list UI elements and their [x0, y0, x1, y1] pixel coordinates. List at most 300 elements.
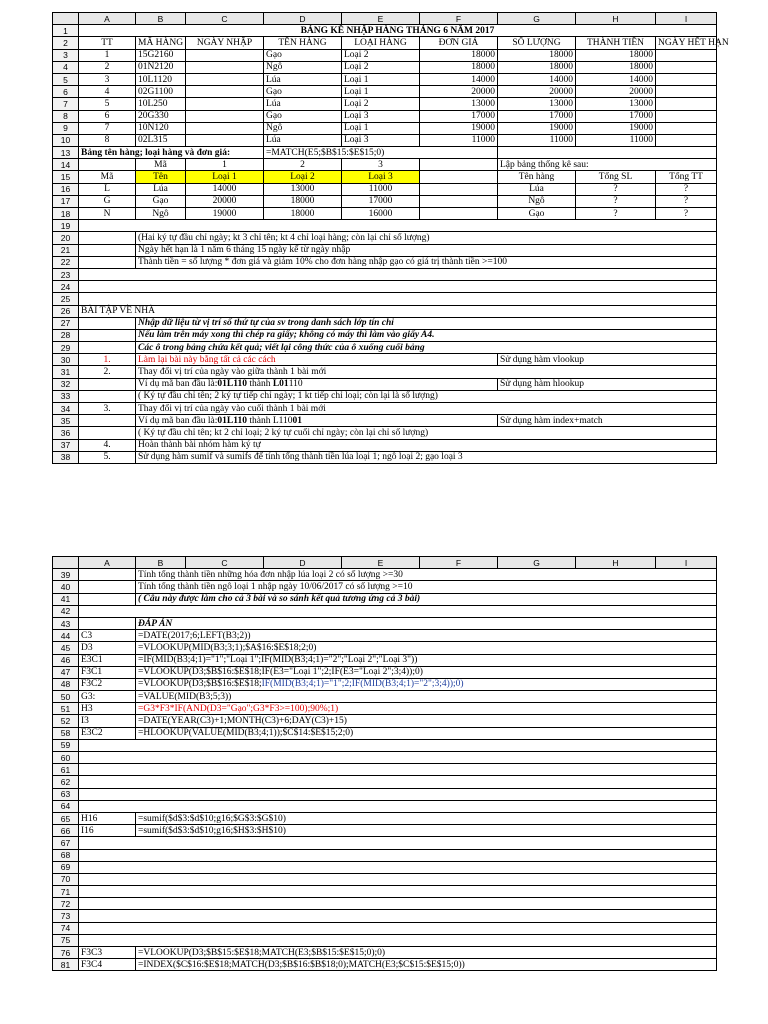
cell[interactable]: 1	[79, 49, 136, 61]
cell[interactable]: Gạo	[264, 110, 342, 122]
cell[interactable]: 17000	[498, 110, 576, 122]
cell[interactable]: 14000	[498, 73, 576, 85]
col-header-c[interactable]: C	[186, 557, 264, 569]
cell-ref[interactable]: C3	[79, 630, 136, 642]
cell[interactable]	[656, 73, 717, 85]
cell[interactable]: Loại 3	[342, 171, 420, 183]
cell[interactable]: 11000	[342, 183, 420, 195]
row-number[interactable]: 7	[53, 98, 79, 110]
formula[interactable]: =G3*F3*IF(AND(D3="Gạo";G3*F3>=100);90%;1)	[136, 703, 717, 715]
homework-line[interactable]: ( Câu này được làm cho cả 3 bài và so sánh kết quả tương ứng cả 3 bài)	[136, 593, 717, 605]
row-number[interactable]: 15	[53, 171, 79, 183]
row-number[interactable]: 1	[53, 25, 79, 37]
col-header-h[interactable]: H	[576, 557, 656, 569]
answers-title[interactable]: ĐÁP ÁN	[136, 617, 717, 629]
cell-ref[interactable]: G3:	[79, 691, 136, 703]
formula[interactable]: =HLOOKUP(VALUE(MID(B3;4;1));$C$14:$E$15;2;0)	[136, 727, 717, 739]
cell[interactable]	[79, 569, 136, 581]
cell[interactable]: G	[79, 195, 136, 207]
row-number[interactable]: 46	[53, 654, 79, 666]
cell-ref[interactable]: I16	[79, 825, 136, 837]
cell[interactable]: 4	[79, 86, 136, 98]
row-number[interactable]: 58	[53, 727, 79, 739]
cell[interactable]: Loại 1	[342, 73, 420, 85]
row-number[interactable]: 65	[53, 812, 79, 824]
cell[interactable]	[420, 195, 498, 207]
cell[interactable]: 14000	[186, 183, 264, 195]
cell[interactable]	[656, 61, 717, 73]
col-header-c[interactable]: C	[186, 13, 264, 25]
row-number[interactable]: 9	[53, 122, 79, 134]
cell[interactable]: 16000	[342, 208, 420, 220]
homework-line[interactable]: Nếu làm trên máy xong thì chép ra giấy; không có máy thì làm vào giấy A4.	[136, 329, 717, 341]
row-number[interactable]: 4	[53, 61, 79, 73]
cell[interactable]: Loại 2	[264, 171, 342, 183]
row-number[interactable]: 62	[53, 776, 79, 788]
row-number[interactable]: 81	[53, 959, 79, 971]
cell[interactable]	[79, 329, 136, 341]
cell[interactable]	[79, 849, 717, 861]
cell[interactable]: Loại 1	[342, 86, 420, 98]
cell[interactable]: 02L315	[136, 134, 186, 146]
note-line[interactable]: (Hai ký tự đầu chỉ ngày; kt 3 chỉ tên; kt 4 chỉ loại hàng; còn lại chỉ số lượng)	[136, 232, 717, 244]
cell-ref[interactable]: F3C2	[79, 678, 136, 690]
cell[interactable]: 19000	[498, 122, 576, 134]
row-number[interactable]: 3	[53, 49, 79, 61]
row-number[interactable]: 20	[53, 232, 79, 244]
row-number[interactable]: 41	[53, 593, 79, 605]
header-cell[interactable]: THÀNH TIỀN	[576, 37, 656, 49]
cell-ref[interactable]: H3	[79, 703, 136, 715]
cell[interactable]: Tổng SL	[576, 171, 656, 183]
cell[interactable]	[186, 86, 264, 98]
cell[interactable]	[79, 317, 136, 329]
cell[interactable]	[79, 739, 717, 751]
col-header-d[interactable]: D	[264, 13, 342, 25]
row-number[interactable]: 21	[53, 244, 79, 256]
row-number[interactable]: 52	[53, 715, 79, 727]
row-number[interactable]: 17	[53, 195, 79, 207]
homework-line[interactable]: Tính tổng thành tiền những hóa đơn nhập lúa loại 2 có số lượng >=30	[136, 569, 717, 581]
cell[interactable]: 3	[342, 159, 420, 171]
col-header-b[interactable]: B	[136, 557, 186, 569]
homework-line[interactable]: Các ô trong bảng chứa kết quả; viết lại công thức của ô xuống cuối bảng	[136, 342, 717, 354]
cell[interactable]: 8	[79, 134, 136, 146]
row-number[interactable]: 26	[53, 305, 79, 317]
header-cell[interactable]: NGÀY NHẬP	[186, 37, 264, 49]
cell[interactable]: 17000	[420, 110, 498, 122]
row-number[interactable]: 42	[53, 605, 79, 617]
cell[interactable]: 10N120	[136, 122, 186, 134]
cell[interactable]: Loại 1	[186, 171, 264, 183]
cell[interactable]: Gạo	[136, 195, 186, 207]
row-number[interactable]: 40	[53, 581, 79, 593]
cell[interactable]: 6	[79, 110, 136, 122]
cell[interactable]: 13000	[264, 183, 342, 195]
cell[interactable]: 13000	[498, 98, 576, 110]
cell[interactable]	[79, 232, 136, 244]
cell[interactable]: 18000	[264, 195, 342, 207]
col-header-b[interactable]: B	[136, 13, 186, 25]
header-cell[interactable]: NGÀY HẾT HẠN	[656, 37, 717, 49]
cell[interactable]: ?	[656, 195, 717, 207]
cell[interactable]	[79, 378, 136, 390]
cell[interactable]: Gạo	[264, 49, 342, 61]
header-cell[interactable]: SỐ LƯỢNG	[498, 37, 576, 49]
cell[interactable]: 10L1120	[136, 73, 186, 85]
cell[interactable]	[79, 427, 136, 439]
row-number[interactable]: 27	[53, 317, 79, 329]
homework-line[interactable]: Thay đổi vị trí của ngày vào cuối thành 1 bài mới	[136, 403, 717, 415]
row-number[interactable]: 48	[53, 678, 79, 690]
row-number[interactable]: 10	[53, 134, 79, 146]
row-number[interactable]: 59	[53, 739, 79, 751]
formula[interactable]: =DATE(YEAR(C3)+1;MONTH(C3)+6;DAY(C3)+15)	[136, 715, 717, 727]
col-header-d[interactable]: D	[264, 557, 342, 569]
row-number[interactable]: 2	[53, 37, 79, 49]
cell[interactable]: ?	[656, 208, 717, 220]
cell[interactable]: 14000	[576, 73, 656, 85]
corner-cell[interactable]	[53, 557, 79, 569]
cell[interactable]: 2	[79, 61, 136, 73]
formula[interactable]: =sumif($d$3:$d$10;g16;$G$3:$G$10)	[136, 812, 717, 824]
cell[interactable]: Gạo	[498, 208, 576, 220]
cell[interactable]: ?	[576, 195, 656, 207]
homework-line[interactable]: Tính tổng thành tiền ngô loại 1 nhập ngày 10/06/2017 có số lượng >=10	[136, 581, 717, 593]
cell[interactable]: Loại 2	[342, 61, 420, 73]
cell[interactable]	[656, 86, 717, 98]
cell[interactable]: Loại 3	[342, 134, 420, 146]
row-number[interactable]: 31	[53, 366, 79, 378]
formula[interactable]: =DATE(2017;6;LEFT(B3;2))	[136, 630, 717, 642]
cell[interactable]: Lúa	[136, 183, 186, 195]
row-number[interactable]: 70	[53, 873, 79, 885]
cell[interactable]: 18000	[498, 61, 576, 73]
cell[interactable]: L	[79, 183, 136, 195]
row-number[interactable]: 61	[53, 764, 79, 776]
row-number[interactable]: 69	[53, 861, 79, 873]
row-number[interactable]: 73	[53, 910, 79, 922]
item-number[interactable]: 3.	[79, 403, 136, 415]
cell-ref[interactable]: F3C3	[79, 947, 136, 959]
cell-ref[interactable]: E3C2	[79, 727, 136, 739]
row-number[interactable]: 13	[53, 147, 79, 159]
homework-line[interactable]	[136, 415, 498, 427]
cell[interactable]	[656, 122, 717, 134]
cell[interactable]	[186, 134, 264, 146]
cell[interactable]	[79, 581, 136, 593]
row-number[interactable]: 64	[53, 800, 79, 812]
row-number[interactable]: 18	[53, 208, 79, 220]
cell[interactable]	[79, 415, 136, 427]
homework-hint[interactable]: Sử dụng hàm vlookup	[498, 354, 717, 366]
cell[interactable]: Tên	[136, 171, 186, 183]
cell-ref[interactable]: F3C1	[79, 666, 136, 678]
col-header-f[interactable]: F	[420, 13, 498, 25]
cell[interactable]: Mã	[136, 159, 186, 171]
cell[interactable]: 14000	[420, 73, 498, 85]
header-cell[interactable]: TT	[79, 37, 136, 49]
cell[interactable]: 3	[79, 73, 136, 85]
header-cell[interactable]: TÊN HÀNG	[264, 37, 342, 49]
cell[interactable]: 1	[186, 159, 264, 171]
cell[interactable]	[186, 49, 264, 61]
cell[interactable]: Tên hàng	[498, 171, 576, 183]
row-number[interactable]: 23	[53, 268, 79, 280]
cell[interactable]	[420, 208, 498, 220]
cell[interactable]: Ngô	[136, 208, 186, 220]
item-number[interactable]: 2.	[79, 366, 136, 378]
cell[interactable]	[79, 837, 717, 849]
cell[interactable]	[79, 281, 717, 293]
row-number[interactable]: 6	[53, 86, 79, 98]
homework-line[interactable]: Nhập dữ liệu từ vị trí số thứ tự của sv trong danh sách lớp tín chỉ	[136, 317, 717, 329]
col-header-g[interactable]: G	[498, 557, 576, 569]
homework-hint[interactable]: Sử dụng hàm hlookup	[498, 378, 717, 390]
cell[interactable]: 17000	[576, 110, 656, 122]
col-header-a[interactable]: A	[79, 557, 136, 569]
cell[interactable]: Mã	[79, 171, 136, 183]
row-number[interactable]: 75	[53, 934, 79, 946]
corner-cell[interactable]	[53, 13, 79, 25]
cell[interactable]	[79, 268, 717, 280]
cell[interactable]	[79, 910, 717, 922]
cell[interactable]	[79, 800, 717, 812]
cell[interactable]	[79, 593, 136, 605]
cell[interactable]	[79, 617, 136, 629]
row-number[interactable]: 8	[53, 110, 79, 122]
header-cell[interactable]: MÃ HÀNG	[136, 37, 186, 49]
cell[interactable]	[79, 776, 717, 788]
row-number[interactable]: 36	[53, 427, 79, 439]
cell[interactable]: 18000	[576, 61, 656, 73]
cell[interactable]	[79, 922, 717, 934]
homework-line[interactable]	[136, 378, 498, 390]
row-number[interactable]: 39	[53, 569, 79, 581]
cell[interactable]: 18000	[420, 49, 498, 61]
col-header-a[interactable]: A	[79, 13, 136, 25]
header-cell[interactable]: ĐƠN GIÁ	[420, 37, 498, 49]
row-number[interactable]: 76	[53, 947, 79, 959]
cell[interactable]	[79, 256, 136, 268]
cell-ref[interactable]: E3C1	[79, 654, 136, 666]
cell[interactable]	[79, 220, 717, 232]
cell[interactable]: 5	[79, 98, 136, 110]
cell-ref[interactable]: H16	[79, 812, 136, 824]
col-header-h[interactable]: H	[576, 13, 656, 25]
row-number[interactable]: 51	[53, 703, 79, 715]
formula[interactable]: =sumif($d$3:$d$10;g16;$H$3:$H$10)	[136, 825, 717, 837]
cell[interactable]	[79, 342, 136, 354]
cell[interactable]	[420, 183, 498, 195]
col-header-i[interactable]: I	[656, 557, 717, 569]
cell[interactable]: Ngô	[264, 61, 342, 73]
page-title[interactable]: BẢNG KÊ NHẬP HÀNG THÁNG 6 NĂM 2017	[79, 25, 717, 37]
formula[interactable]: =INDEX($C$16:$E$18;MATCH(D3;$B$16:$B$18;0);MATCH(E3;$C$15:$E$15;0))	[136, 959, 717, 971]
row-number[interactable]: 71	[53, 886, 79, 898]
homework-line[interactable]: Làm lại bài này bằng tất cả các cách	[136, 354, 498, 366]
cell[interactable]: Loại 2	[342, 49, 420, 61]
cell[interactable]	[79, 244, 136, 256]
cell[interactable]: 18000	[576, 49, 656, 61]
formula[interactable]: =VLOOKUP(MID(B3;3;1);$A$16:$E$18;2;0)	[136, 642, 717, 654]
homework-line[interactable]: ( Ký tự đầu chỉ tên; 2 ký tự tiếp chỉ ngày; 1 kt tiếp chỉ loại; còn lại là số lượng)	[136, 390, 717, 402]
row-number[interactable]: 32	[53, 378, 79, 390]
cell[interactable]	[79, 159, 136, 171]
cell[interactable]: Loại 1	[342, 122, 420, 134]
row-number[interactable]: 14	[53, 159, 79, 171]
cell[interactable]	[656, 49, 717, 61]
cell[interactable]: 11000	[420, 134, 498, 146]
cell[interactable]	[656, 98, 717, 110]
cell[interactable]	[79, 886, 717, 898]
cell[interactable]	[79, 788, 717, 800]
match-formula[interactable]: =MATCH(E5;$B$15:$E$15;0)	[264, 147, 498, 159]
row-number[interactable]: 16	[53, 183, 79, 195]
cell[interactable]	[186, 110, 264, 122]
formula[interactable]: =VLOOKUP(D3;$B$16:$E$18;IF(E3="Loại 1";2;IF(E3="Loại 2";3;4));0)	[136, 666, 717, 678]
col-header-e[interactable]: E	[342, 557, 420, 569]
row-number[interactable]: 66	[53, 825, 79, 837]
cell[interactable]: 11000	[498, 134, 576, 146]
row-number[interactable]: 28	[53, 329, 79, 341]
cell[interactable]: Lúa	[264, 134, 342, 146]
row-number[interactable]: 22	[53, 256, 79, 268]
cell[interactable]: ?	[576, 208, 656, 220]
item-number[interactable]: 5.	[79, 451, 136, 463]
cell[interactable]: 7	[79, 122, 136, 134]
formula[interactable]: =VALUE(MID(B3;5;3))	[136, 691, 717, 703]
row-number[interactable]: 19	[53, 220, 79, 232]
cell[interactable]: ?	[656, 183, 717, 195]
cell[interactable]: 20000	[186, 195, 264, 207]
cell[interactable]: 18000	[498, 49, 576, 61]
row-number[interactable]: 43	[53, 617, 79, 629]
row-number[interactable]: 5	[53, 73, 79, 85]
cell[interactable]	[79, 873, 717, 885]
cell[interactable]: 18000	[420, 61, 498, 73]
cell[interactable]	[79, 293, 717, 305]
cell[interactable]	[79, 752, 717, 764]
cell[interactable]	[79, 861, 717, 873]
cell[interactable]: 20000	[576, 86, 656, 98]
cell[interactable]: Gạo	[264, 86, 342, 98]
cell[interactable]	[79, 605, 717, 617]
col-header-g[interactable]: G	[498, 13, 576, 25]
row-number[interactable]: 67	[53, 837, 79, 849]
row-number[interactable]: 60	[53, 752, 79, 764]
cell[interactable]	[186, 61, 264, 73]
cell[interactable]: Lúa	[264, 73, 342, 85]
cell[interactable]: 19000	[186, 208, 264, 220]
formula[interactable]	[136, 678, 717, 690]
row-number[interactable]: 38	[53, 451, 79, 463]
row-number[interactable]: 44	[53, 630, 79, 642]
homework-line[interactable]: Thay đổi vị trí của ngày vào giữa thành 1 bài mới	[136, 366, 717, 378]
cell[interactable]: N	[79, 208, 136, 220]
cell-ref[interactable]: F3C4	[79, 959, 136, 971]
cell[interactable]: 10L250	[136, 98, 186, 110]
cell[interactable]: 20G330	[136, 110, 186, 122]
cell[interactable]: 02G1100	[136, 86, 186, 98]
cell[interactable]: 15G2160	[136, 49, 186, 61]
item-number[interactable]: 1.	[79, 354, 136, 366]
row-number[interactable]: 63	[53, 788, 79, 800]
homework-line[interactable]: Hoàn thành bài nhóm hàm ký tự	[136, 439, 717, 451]
row-number[interactable]: 45	[53, 642, 79, 654]
cell[interactable]: Loại 3	[342, 110, 420, 122]
row-number[interactable]: 24	[53, 281, 79, 293]
cell[interactable]	[420, 159, 498, 171]
stats-table-caption[interactable]: Lập bảng thống kê sau:	[498, 159, 717, 171]
cell[interactable]: 13000	[576, 98, 656, 110]
cell[interactable]: 20000	[498, 86, 576, 98]
row-number[interactable]: 74	[53, 922, 79, 934]
cell[interactable]	[186, 98, 264, 110]
formula[interactable]: =VLOOKUP(D3;$B$15:$E$18;MATCH(E3;$B$15:$E$15;0);0)	[136, 947, 717, 959]
cell[interactable]: 01N2120	[136, 61, 186, 73]
cell[interactable]: 19000	[420, 122, 498, 134]
col-header-e[interactable]: E	[342, 13, 420, 25]
cell[interactable]: 19000	[576, 122, 656, 134]
row-number[interactable]: 34	[53, 403, 79, 415]
cell-ref[interactable]: D3	[79, 642, 136, 654]
cell[interactable]	[79, 764, 717, 776]
homework-line[interactable]: Sử dụng hàm sumif và sumifs để tính tổng thành tiền lúa loại 1; ngô loại 2; gạo loại 3	[136, 451, 717, 463]
row-number[interactable]: 47	[53, 666, 79, 678]
row-number[interactable]: 68	[53, 849, 79, 861]
row-number[interactable]: 30	[53, 354, 79, 366]
cell[interactable]: Loại 2	[342, 98, 420, 110]
cell[interactable]: 20000	[420, 86, 498, 98]
cell[interactable]: 2	[264, 159, 342, 171]
cell[interactable]: 18000	[264, 208, 342, 220]
row-number[interactable]: 25	[53, 293, 79, 305]
cell[interactable]	[656, 134, 717, 146]
cell[interactable]: 17000	[342, 195, 420, 207]
row-number[interactable]: 37	[53, 439, 79, 451]
row-number[interactable]: 50	[53, 691, 79, 703]
row-number[interactable]: 33	[53, 390, 79, 402]
cell[interactable]: 13000	[420, 98, 498, 110]
homework-title[interactable]: BÀI TẬP VỀ NHÀ	[79, 305, 717, 317]
cell[interactable]: Lúa	[264, 98, 342, 110]
cell[interactable]: Lúa	[498, 183, 576, 195]
row-number[interactable]: 29	[53, 342, 79, 354]
cell[interactable]	[186, 73, 264, 85]
homework-hint[interactable]: Sử dụng hàm index+match	[498, 415, 717, 427]
note-line[interactable]: Ngày hết hạn là 1 năm 6 tháng 15 ngày kể từ ngày nhập	[136, 244, 717, 256]
cell[interactable]	[656, 110, 717, 122]
row-number[interactable]: 72	[53, 898, 79, 910]
cell[interactable]: ?	[576, 183, 656, 195]
item-number[interactable]: 4.	[79, 439, 136, 451]
cell[interactable]	[186, 122, 264, 134]
cell[interactable]	[79, 898, 717, 910]
cell[interactable]: 11000	[576, 134, 656, 146]
note-line[interactable]: Thành tiền = số lượng * đơn giá và giảm 10% cho đơn hàng nhập gạo có giá trị thành tiền >=100	[136, 256, 717, 268]
cell[interactable]	[420, 171, 498, 183]
cell[interactable]	[79, 390, 136, 402]
cell[interactable]	[79, 934, 717, 946]
cell[interactable]: Ngô	[264, 122, 342, 134]
col-header-i[interactable]: I	[656, 13, 717, 25]
price-table-caption[interactable]: Bảng tên hàng; loại hàng và đơn giá:	[79, 147, 264, 159]
row-number[interactable]: 35	[53, 415, 79, 427]
homework-line[interactable]: ( Ký tự đầu chỉ tên; kt 2 chỉ loại; 2 ký tự cuối chỉ ngày; còn lại chỉ số lượng)	[136, 427, 717, 439]
header-cell[interactable]: LOẠI HÀNG	[342, 37, 420, 49]
formula[interactable]: =IF(MID(B3;4;1)="1";"Loại 1";IF(MID(B3;4;1)="2";"Loại 2";"Loại 3"))	[136, 654, 717, 666]
